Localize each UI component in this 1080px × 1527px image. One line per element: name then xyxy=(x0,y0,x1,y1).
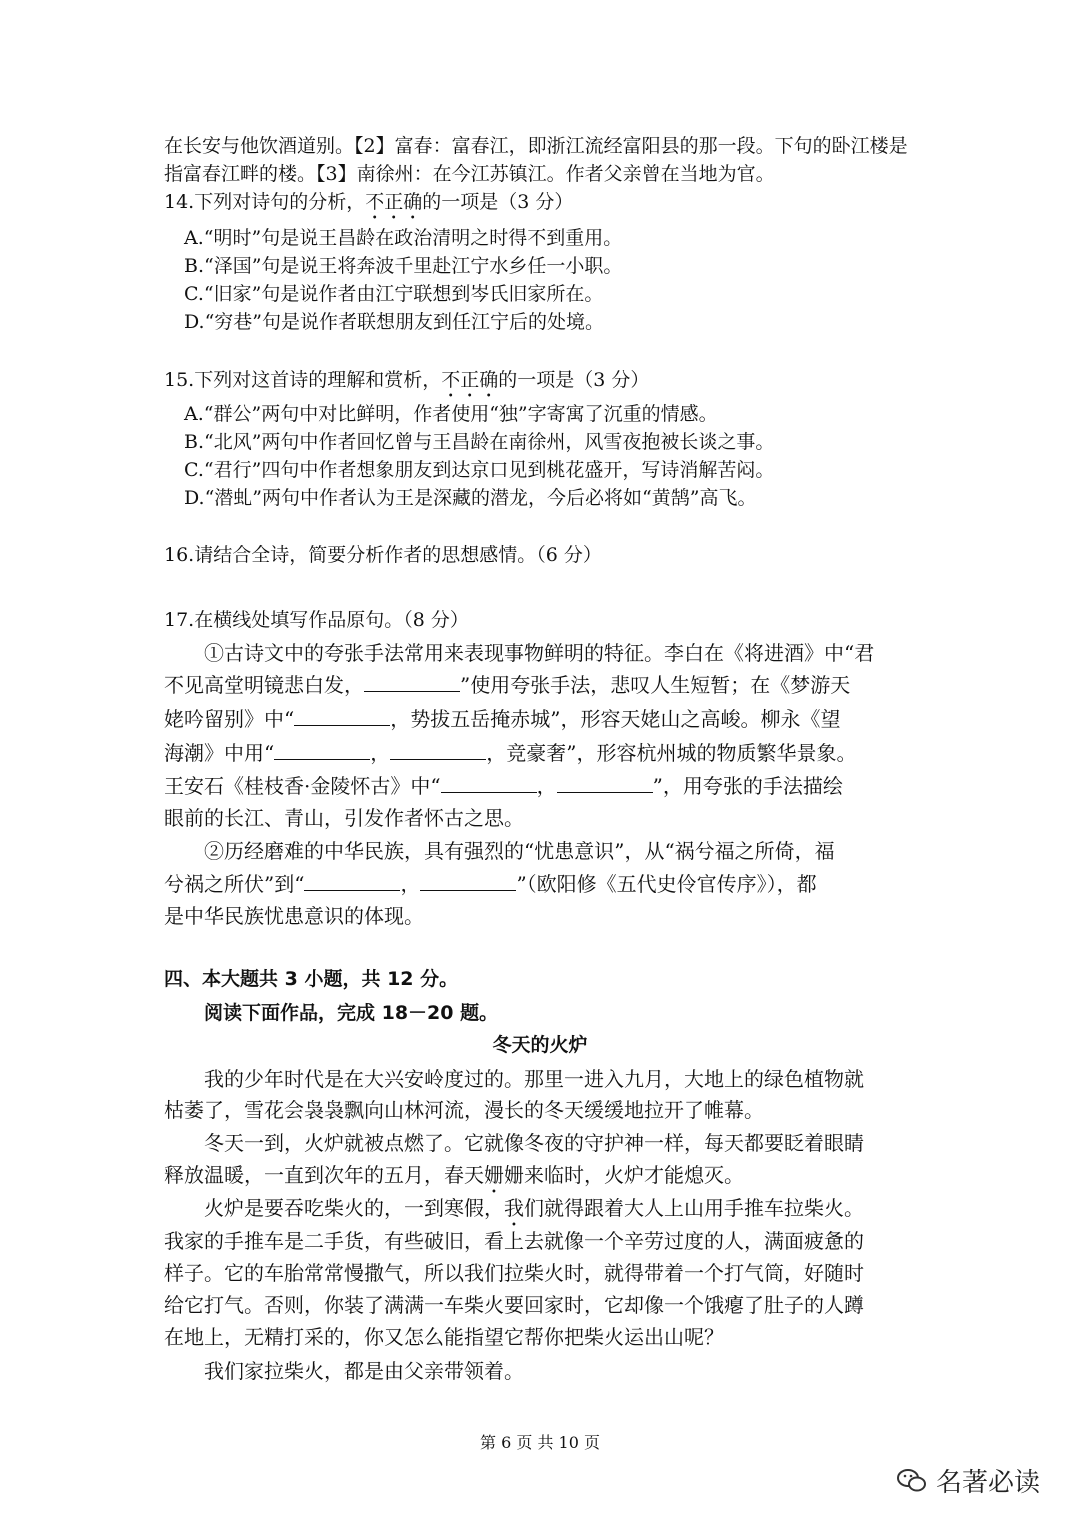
q17-text-line: ①古诗文中的夸张手法常用来表现事物鲜明的特征。李白在《将进酒》中“君 xyxy=(204,641,875,665)
story-line: 我们家拉柴火，都是由父亲带领着。 xyxy=(204,1359,524,1383)
emphasis-text: 我 xyxy=(504,1196,524,1220)
q17-text: ”，用夸张的手法描绘 xyxy=(652,774,843,798)
q17-text: ， xyxy=(536,774,557,798)
watermark xyxy=(896,1462,1040,1499)
q17-text-line xyxy=(164,738,920,768)
option-c: C.“君行”四句中作者想象朋友到达京口见到桃花盛开，写诗消解苦闷。 xyxy=(184,459,775,481)
story-text: 释放温暖，一直到次年的五月，春天 xyxy=(164,1163,484,1187)
q15-score: 的一项是（3 分） xyxy=(498,369,650,391)
story-line: 在地上，无精打采的，你又怎么能指望它帮你把柴火运出山呢？ xyxy=(164,1325,724,1349)
section-instruction: 阅读下面作品，完成 18－20 题。 xyxy=(204,1002,499,1024)
q17-text-line: ②历经磨难的中华民族，具有强烈的“忧患意识”，从“祸兮福之所倚，福 xyxy=(204,839,835,863)
q17-text: ”使用夸张手法，悲叹人生短暂；在《梦游天 xyxy=(460,673,851,697)
story-text: 火炉是要吞吃柴火的，一到寒假， xyxy=(204,1196,504,1220)
answer-blank[interactable] xyxy=(557,772,653,793)
q17-text: ，势拔五岳掩赤城”，形容天姥山之高峻。柳永《望 xyxy=(390,707,841,731)
q17-text-line xyxy=(164,670,920,700)
answer-blank[interactable] xyxy=(420,870,516,891)
q17-text-line: 是中华民族忧患意识的体现。 xyxy=(164,904,424,928)
q17-text-line: 眼前的长江、青山，引发作者怀古之思。 xyxy=(164,806,524,830)
story-text: 们就得跟着大人上山用手推车拉柴火。 xyxy=(524,1196,864,1220)
q17-text: ， xyxy=(400,872,421,896)
section-heading: 四、本大题共 3 小题，共 12 分。 xyxy=(164,968,459,990)
q17-text: 王安石《桂枝香·金陵怀古》中“ xyxy=(164,774,441,798)
option-b: B.“北风”两句中作者回忆曾与王昌龄在南徐州，风雪夜抱被长谈之事。 xyxy=(184,431,775,453)
story-line: 样子。它的车胎常常慢撒气，所以我们拉柴火时，就得带着一个打气筒，好随时 xyxy=(164,1261,864,1285)
story-line: 我家的手推车是二手货，有些破旧，看上去就像一个辛劳过度的人，满面疲惫的 xyxy=(164,1229,864,1253)
q17-text: 兮祸之所伏”到“ xyxy=(164,872,305,896)
option-a: A.“明时”句是说王昌龄在政治清明之时得不到重用。 xyxy=(184,227,623,249)
q17-text-line xyxy=(164,869,920,899)
emphasis-text: 姗 xyxy=(484,1163,504,1187)
option-d: D.“潜虬”两句中作者认为王是深藏的潜龙，今后必将如“黄鹄”高飞。 xyxy=(184,487,757,509)
q17-text-line xyxy=(164,771,920,801)
story-line: 我的少年时代是在大兴安岭度过的。那里一进入九月，大地上的绿色植物就 xyxy=(204,1067,864,1091)
note-line: 在长安与他饮酒道别。【2】富春：富春江，即浙江流经富阳县的那一段。下句的卧江楼是 xyxy=(164,135,908,157)
answer-blank[interactable] xyxy=(294,705,390,726)
q17-text: 不见高堂明镜悲白发， xyxy=(164,673,364,697)
answer-blank[interactable] xyxy=(364,671,460,692)
question-15 xyxy=(164,366,920,402)
page-footer: 第 6 页 共 10 页 xyxy=(480,1433,600,1452)
q17-text-line xyxy=(164,704,920,734)
question-14 xyxy=(164,188,920,224)
q17-text: ，竞豪奢”，形容杭州城的物质繁华景象。 xyxy=(486,741,857,765)
q17-text: ， xyxy=(370,741,391,765)
answer-blank[interactable] xyxy=(304,870,400,891)
story-line: 给它打气。否则，你装了满满一车柴火要回家时，它却像一个饿瘪了肚子的人蹲 xyxy=(164,1293,864,1317)
q17-text: ”（欧阳修《五代史伶官传序》），都 xyxy=(516,872,817,896)
story-line: 冬天一到，火炉就被点燃了。它就像冬夜的守护神一样，每天都要眨着眼睛 xyxy=(204,1131,864,1155)
q15-stem: 15.下列对这首诗的理解和赏析， xyxy=(164,369,442,391)
wechat-icon xyxy=(896,1467,928,1495)
answer-blank[interactable] xyxy=(390,739,486,760)
story-text: 姗来临时，火炉才能熄灭。 xyxy=(504,1163,744,1187)
emphasis-text: 不正确 xyxy=(441,369,499,391)
story-line: 枯萎了，雪花会袅袅飘向山林河流，漫长的冬天缓缓地拉开了帷幕。 xyxy=(164,1098,764,1122)
question-17-title: 17.在横线处填写作品原句。（8 分） xyxy=(164,609,469,631)
answer-blank[interactable] xyxy=(274,739,370,760)
option-d: D.“穷巷”句是说作者联想朋友到任江宁后的处境。 xyxy=(184,311,605,333)
answer-blank[interactable] xyxy=(441,772,537,793)
q17-text: 姥吟留别》中“ xyxy=(164,707,295,731)
q14-stem: 14.下列对诗句的分析， xyxy=(164,191,366,213)
option-b: B.“泽国”句是说王将奔波千里赴江宁水乡任一小职。 xyxy=(184,255,623,277)
option-a: A.“群公”两句中对比鲜明，作者使用“独”字寄寓了沉重的情感。 xyxy=(184,403,718,425)
option-c: C.“旧家”句是说作者由江宁联想到岑氏旧家所在。 xyxy=(184,283,604,305)
emphasis-text: 不正确 xyxy=(365,191,423,213)
watermark-text: 名著必读 xyxy=(936,1468,1041,1498)
note-line: 指富春江畔的楼。【3】南徐州：在今江苏镇江。作者父亲曾在当地为官。 xyxy=(164,163,775,185)
q14-score: 的一项是（3 分） xyxy=(422,191,574,213)
question-16: 16.请结合全诗，简要分析作者的思想感情。（6 分） xyxy=(164,544,602,566)
q17-text: 海潮》中用“ xyxy=(164,741,275,765)
article-title: 冬天的火炉 xyxy=(492,1034,588,1056)
